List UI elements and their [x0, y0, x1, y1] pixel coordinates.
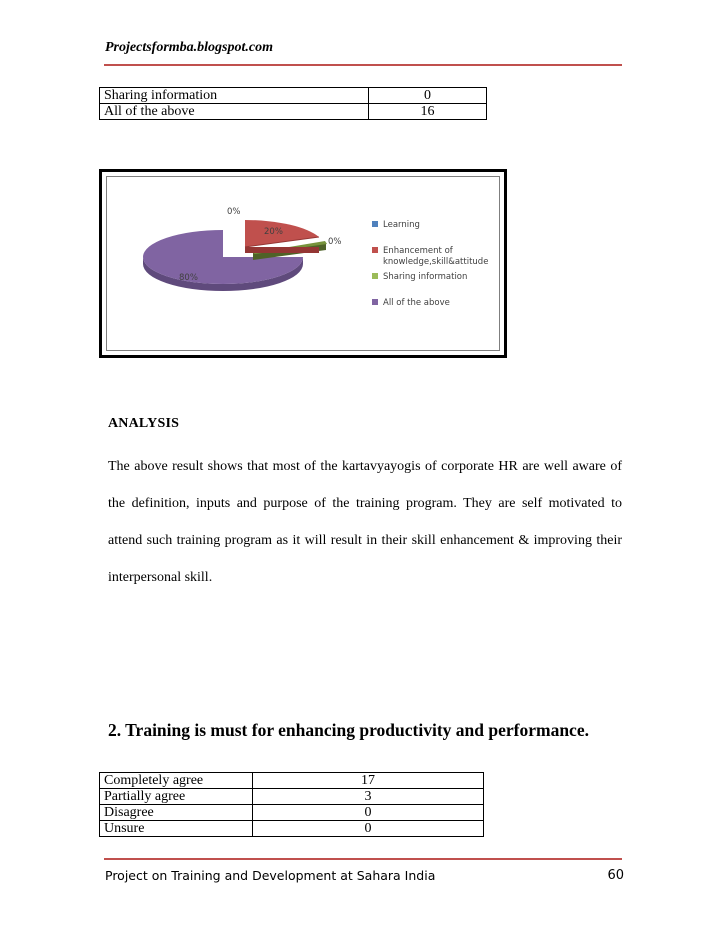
data-label-sharing: 0% [328, 237, 342, 247]
row-label: Unsure [100, 821, 253, 837]
chart-area [106, 176, 500, 351]
footer-title: Project on Training and Development at Sahara India [105, 868, 436, 883]
legend-label-enhancement: Enhancement of [383, 246, 453, 256]
row-value: 16 [369, 104, 487, 120]
question-2-title: 2. Training is must for enhancing productivity and performance. [108, 720, 589, 740]
row-value: 3 [253, 789, 484, 805]
table-row [100, 104, 487, 120]
row-label: Disagree [100, 805, 253, 821]
analysis-heading: ANALYSIS [108, 416, 180, 431]
row-label: Completely agree [100, 773, 253, 789]
header-rule [104, 64, 622, 66]
data-label-all: 80% [179, 273, 198, 283]
pie-chart-frame [99, 169, 507, 358]
analysis-line: attend such training program as it will result in their skill enhancement & improving their [108, 533, 622, 548]
data-label-learning: 0% [227, 207, 241, 217]
table-row [100, 773, 484, 789]
analysis-line: interpersonal skill. [108, 570, 213, 585]
pie-slice-side-enhancement [245, 247, 319, 253]
table-row [100, 805, 484, 821]
table-row [100, 88, 487, 104]
page-number: 60 [607, 868, 624, 883]
row-label: Partially agree [100, 789, 253, 805]
row-value: 0 [369, 88, 487, 104]
table-row [100, 821, 484, 837]
site-header: Projectsformba.blogspot.com [105, 40, 273, 55]
row-label: All of the above [100, 104, 369, 120]
row-value: 17 [253, 773, 484, 789]
legend-label-sharing: Sharing information [383, 272, 468, 282]
legend-label-learning: Learning [383, 220, 420, 230]
table-row [100, 789, 484, 805]
row-value: 0 [253, 805, 484, 821]
analysis-line: the definition, inputs and purpose of the training program. They are self motivated to [108, 496, 622, 511]
data-label-enhancement: 20% [264, 227, 283, 237]
footer-rule [104, 858, 622, 860]
analysis-paragraph [108, 448, 622, 596]
analysis-line: The above result shows that most of the kartavyayogis of corporate HR are well aware of [108, 459, 622, 474]
row-value: 0 [253, 821, 484, 837]
legend-swatch-enhancement [372, 247, 378, 253]
pie-chart [107, 177, 505, 356]
response-table-1 [99, 87, 487, 120]
row-label: Sharing information [100, 88, 369, 104]
legend-swatch-learning [372, 221, 378, 227]
legend-label-enhancement-line2: knowledge,skill&attitude [383, 257, 489, 267]
response-table-2 [99, 772, 484, 837]
legend-swatch-sharing [372, 273, 378, 279]
legend-swatch-all [372, 299, 378, 305]
pie-slices [143, 220, 327, 291]
chart-legend [372, 220, 488, 308]
legend-label-all: All of the above [383, 298, 450, 308]
